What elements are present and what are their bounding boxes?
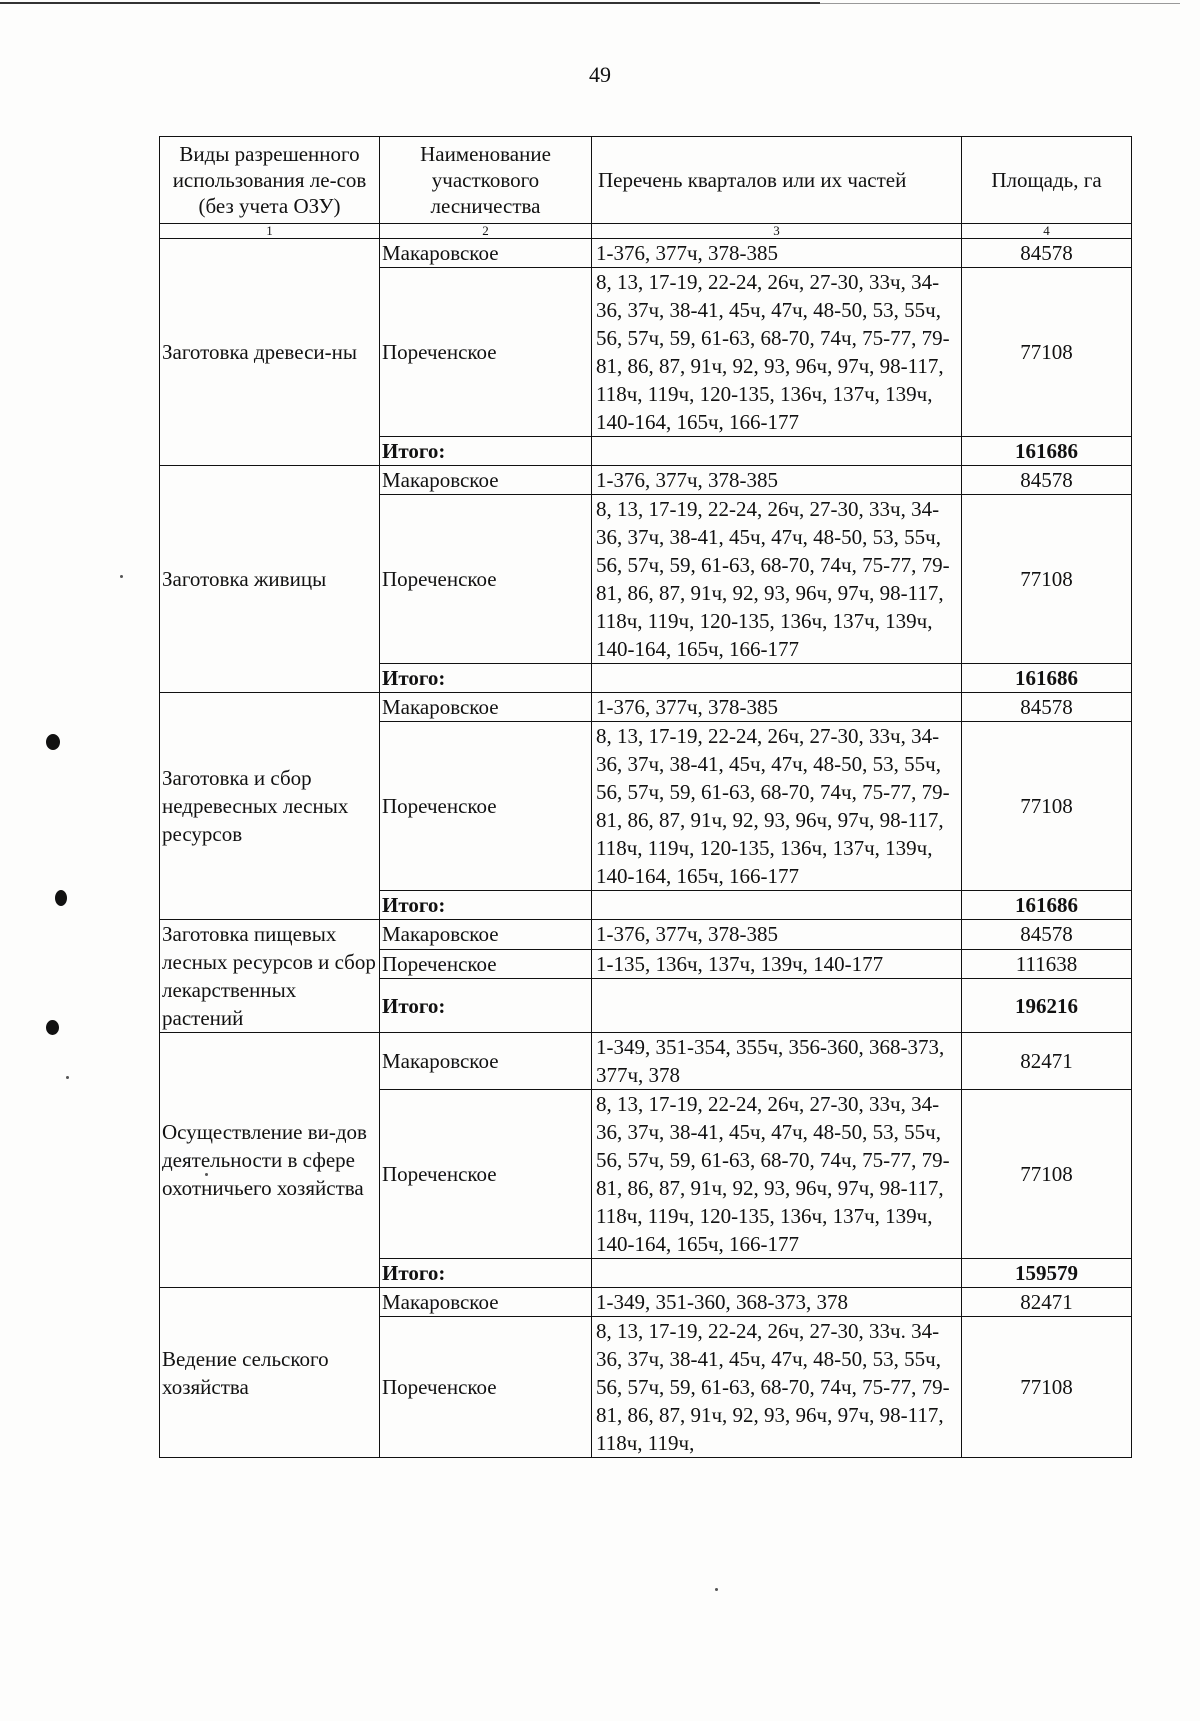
quarters-cell: 8, 13, 17-19, 22-24, 26ч, 27-30, 33ч. 34-36, 37ч, 38-41, 45ч, 47ч, 48-50, 53, 55ч, 56, 57ч, 59, 61-63, 68-70, 74ч, 75-77, 79-81, 86, 87, 91ч, 92, 93, 96ч, 97ч, 98-117, 118ч, 119ч, (592, 1317, 962, 1458)
column-number: 3 (592, 224, 962, 239)
column-number: 2 (380, 224, 592, 239)
area-cell: 82471 (962, 1288, 1132, 1317)
scan-edge-line (0, 2, 820, 4)
forestry-cell: Пореченское (380, 949, 592, 979)
table-row (160, 239, 1132, 268)
empty-cell (592, 437, 962, 466)
forestry-cell: Пореченское (380, 495, 592, 664)
forestry-cell: Макаровское (380, 466, 592, 495)
use-type-cell: Ведение сельского хозяйства (160, 1288, 380, 1458)
area-cell: 82471 (962, 1033, 1132, 1090)
scan-speck (715, 1588, 718, 1591)
quarters-cell: 1-349, 351-360, 368-373, 378 (592, 1288, 962, 1317)
forestry-cell: Пореченское (380, 1090, 592, 1259)
forestry-cell: Макаровское (380, 1033, 592, 1090)
use-type-cell: Заготовка и сбор недревесных лесных ресурсов (160, 693, 380, 920)
area-cell: 84578 (962, 466, 1132, 495)
empty-cell (592, 891, 962, 920)
total-label: Итого: (380, 664, 592, 693)
quarters-cell: 1-376, 377ч, 378-385 (592, 239, 962, 268)
forestry-cell: Пореченское (380, 722, 592, 891)
empty-cell (592, 664, 962, 693)
total-value: 161686 (962, 437, 1132, 466)
forestry-cell: Макаровское (380, 239, 592, 268)
scan-speck (120, 575, 123, 578)
table-row (160, 920, 1132, 950)
forestry-cell: Пореченское (380, 268, 592, 437)
area-cell: 77108 (962, 1317, 1132, 1458)
table-row (160, 466, 1132, 495)
header-forestry: Наименование участкового лесничества (380, 137, 592, 224)
area-cell: 111638 (962, 949, 1132, 979)
quarters-cell: 8, 13, 17-19, 22-24, 26ч, 27-30, 33ч, 34-36, 37ч, 38-41, 45ч, 47ч, 48-50, 53, 55ч, 56, 57ч, 59, 61-63, 68-70, 74ч, 75-77, 79-81, 86, 87, 91ч, 92, 93, 96ч, 97ч, 98-117, 118ч, 119ч, 120-135, 136ч, 137ч, 139ч, 140-164, 165ч, 166-177 (592, 722, 962, 891)
use-type-cell: Заготовка живицы (160, 466, 380, 693)
quarters-cell: 8, 13, 17-19, 22-24, 26ч, 27-30, 33ч, 34-36, 37ч, 38-41, 45ч, 47ч, 48-50, 53, 55ч, 56, 57ч, 59, 61-63, 68-70, 74ч, 75-77, 79-81, 86, 87, 91ч, 92, 93, 96ч, 97ч, 98-117, 118ч, 119ч, 120-135, 136ч, 137ч, 139ч, 140-164, 165ч, 166-177 (592, 268, 962, 437)
area-cell: 84578 (962, 239, 1132, 268)
scan-hole-mark (46, 1020, 59, 1035)
forestry-cell: Макаровское (380, 693, 592, 722)
quarters-cell: 1-376, 377ч, 378-385 (592, 693, 962, 722)
header-area: Площадь, га (962, 137, 1132, 224)
total-label: Итого: (380, 437, 592, 466)
quarters-cell: 1-349, 351-354, 355ч, 356-360, 368-373, 377ч, 378 (592, 1033, 962, 1090)
header-use-type: Виды разрешенного использования ле-сов (без учета ОЗУ) (160, 137, 380, 224)
use-type-cell: Осуществление ви-дов деятельности в сфере охотничьего хозяйства (160, 1033, 380, 1288)
total-value: 159579 (962, 1259, 1132, 1288)
table-row (160, 1033, 1132, 1090)
use-type-cell: Заготовка пищевых лесных ресурсов и сбор лекарственных растений (160, 920, 380, 1033)
area-cell: 77108 (962, 1090, 1132, 1259)
area-cell: 84578 (962, 693, 1132, 722)
total-value: 161686 (962, 891, 1132, 920)
scan-hole-mark (55, 890, 67, 906)
column-number: 1 (160, 224, 380, 239)
use-type-cell: Заготовка древеси-ны (160, 239, 380, 466)
quarters-cell: 8, 13, 17-19, 22-24, 26ч, 27-30, 33ч, 34-36, 37ч, 38-41, 45ч, 47ч, 48-50, 53, 55ч, 56, 57ч, 59, 61-63, 68-70, 74ч, 75-77, 79-81, 86, 87, 91ч, 92, 93, 96ч, 97ч, 98-117, 118ч, 119ч, 120-135, 136ч, 137ч, 139ч, 140-164, 165ч, 166-177 (592, 1090, 962, 1259)
forestry-cell: Макаровское (380, 1288, 592, 1317)
forestry-cell: Пореченское (380, 1317, 592, 1458)
column-number-row (160, 224, 1132, 239)
quarters-cell: 1-376, 377ч, 378-385 (592, 466, 962, 495)
total-label: Итого: (380, 1259, 592, 1288)
area-cell: 77108 (962, 495, 1132, 664)
scan-speck (205, 1173, 208, 1176)
table-row (160, 1288, 1132, 1317)
scan-edge-line (820, 3, 1180, 4)
scan-hole-mark (46, 734, 60, 750)
forestry-cell: Макаровское (380, 920, 592, 950)
header-row (160, 137, 1132, 224)
page-number: 49 (589, 62, 611, 87)
scan-speck (66, 1076, 69, 1079)
total-label: Итого: (380, 891, 592, 920)
area-cell: 77108 (962, 722, 1132, 891)
area-cell: 77108 (962, 268, 1132, 437)
quarters-cell: 1-376, 377ч, 378-385 (592, 920, 962, 950)
total-value: 161686 (962, 664, 1132, 693)
quarters-cell: 1-135, 136ч, 137ч, 139ч, 140-177 (592, 949, 962, 979)
total-label: Итого: (380, 979, 592, 1033)
forest-use-table (159, 136, 1132, 1458)
column-number: 4 (962, 224, 1132, 239)
table-row (160, 693, 1132, 722)
quarters-cell: 8, 13, 17-19, 22-24, 26ч, 27-30, 33ч, 34-36, 37ч, 38-41, 45ч, 47ч, 48-50, 53, 55ч, 56, 57ч, 59, 61-63, 68-70, 74ч, 75-77, 79-81, 86, 87, 91ч, 92, 93, 96ч, 97ч, 98-117, 118ч, 119ч, 120-135, 136ч, 137ч, 139ч, 140-164, 165ч, 166-177 (592, 495, 962, 664)
empty-cell (592, 1259, 962, 1288)
total-value: 196216 (962, 979, 1132, 1033)
area-cell: 84578 (962, 920, 1132, 950)
empty-cell (592, 979, 962, 1033)
header-quarters: Перечень кварталов или их частей (592, 137, 962, 224)
